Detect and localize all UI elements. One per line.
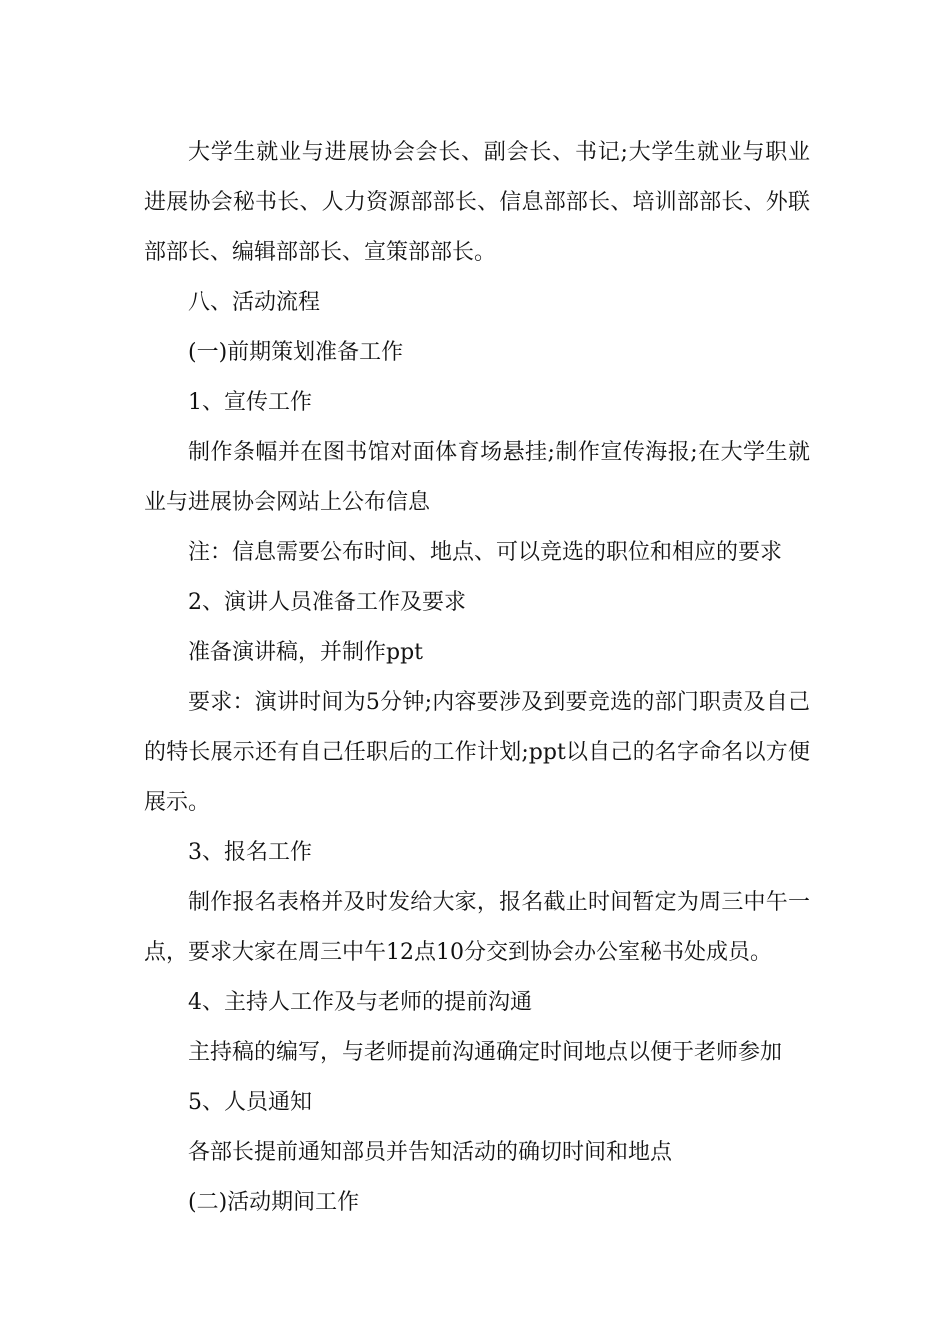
item-heading-host-communication: 4、主持人工作及与老师的提前沟通 — [188, 990, 532, 1015]
paragraph-eligible-positions: 大学生就业与进展协会会长、副会长、书记;大学生就业与职业进展协会秘书长、人力资源部部长、信息部部长、培训部部长、外联部部长、编辑部部长、宣策部部长。 — [144, 140, 810, 265]
paragraph-notification-details: 各部长提前通知部员并告知活动的确切时间和地点 — [188, 1140, 673, 1165]
item-heading-publicity: 1、宣传工作 — [188, 390, 312, 415]
item-heading-speaker-preparation: 2、演讲人员准备工作及要求 — [188, 590, 466, 615]
item-heading-notification: 5、人员通知 — [188, 1090, 312, 1115]
paragraph-host-details: 主持稿的编写，与老师提前沟通确定时间地点以便于老师参加 — [188, 1040, 783, 1065]
paragraph-publicity-details: 制作条幅并在图书馆对面体育场悬挂;制作宣传海报;在大学生就业与进展协会网站上公布信息 — [144, 440, 810, 515]
paragraph-publicity-note: 注：信息需要公布时间、地点、可以竞选的职位和相应的要求 — [188, 540, 783, 565]
paragraph-registration-details: 制作报名表格并及时发给大家，报名截止时间暂定为周三中午一点，要求大家在周三中午12点10分交到协会办公室秘书处成员。 — [144, 890, 810, 965]
subsection-heading-during-activity: (二)活动期间工作 — [188, 1190, 360, 1215]
paragraph-speech-draft: 准备演讲稿，并制作ppt — [188, 640, 424, 665]
document-body — [144, 128, 810, 1228]
paragraph-speech-requirements: 要求：演讲时间为5分钟;内容要涉及到要竞选的部门职责及自己的特长展示还有自己任职后的工作计划;ppt以自己的名字命名以方便展示。 — [144, 690, 810, 815]
subsection-heading-preparation: (一)前期策划准备工作 — [188, 340, 404, 365]
item-heading-registration: 3、报名工作 — [188, 840, 312, 865]
section-heading-activity-process: 八、活动流程 — [188, 290, 321, 315]
